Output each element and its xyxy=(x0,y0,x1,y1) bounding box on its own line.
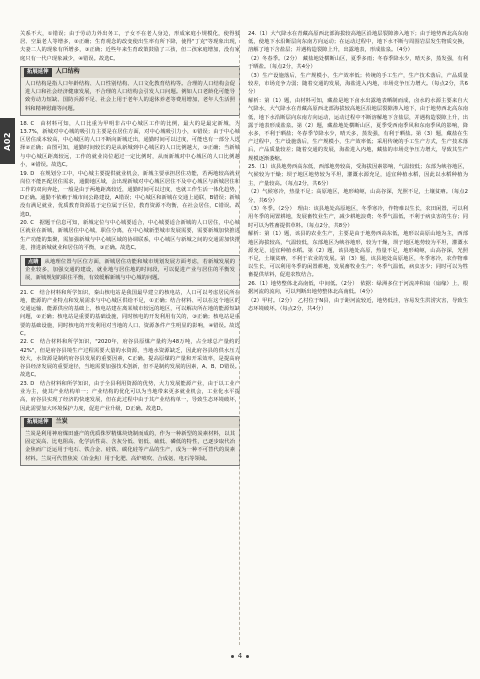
box-title: 人口结构 xyxy=(55,68,80,76)
tip-tag: 点睛 xyxy=(25,258,41,266)
page-footer xyxy=(0,652,480,660)
footer-dot-right xyxy=(246,655,249,658)
answer-26-part1: 26.（1）地势整体北高南低，中间低。（2分） 依据：绿洲多位于河流冲积扇（扇缘）上，根据河流的流向，可以判断出地势整体北高南低。（4分） xyxy=(248,281,468,296)
box-header xyxy=(21,67,239,78)
answer-25-part2: （2）气候寒冷，热量不足；高原地区，地形崎岖，山高谷深，光照不足，土壤贫瘠。（每点2分，共6分） xyxy=(248,189,468,204)
answer-25-analysis: 解析：第（1）题，该县的农业生产，主要是由于地势西高东低，地形以高原山地为主，西部地区海拔较高，气温较低，东部地区为峡谷地形，较为干燥，坝子地区地势较为平坦，灌溉水源充足，适宜种植水稻。第（2）题，该县地处高原，热量不足，地形崎岖，山高谷深，光照不足，土壤贫瘠，不利于农业的发展。第（3）题，该县地处高原地区，冬季寒冷，农作物难以生长，可以利用冬季的闲置耕地，发展畜牧业生产；冬季气温低，病虫害少；同时可以为牲畜提供草料，促进农牧结合。 xyxy=(248,231,468,279)
answer-26-part2: （2）甲村。（2分） 乙村位于N县，由于距河流较近，地势低洼，容易发生洪涝灾害，导致生态环境破坏。（每点2分，共4分） xyxy=(248,298,468,313)
answer-25-part1: 25.（1）该县地势西高东低，西部地势较高，受海拔因素影响，气温较低；东部为峡谷地区，气候较为干燥；坝子地区地势较为平坦，灌溉水源充足，适宜种植水稻，因此以水稻种植为主，产量较高。（每点2分，共6分） xyxy=(248,164,468,187)
answer-24-part1: 24.（1）大气降水在青藏高原西北部海拔较高地区沿地层裂隙渗入地下；由于地势西北高东南低，使地下水沿断层向东南方向运动；在运动过程中，地下水不断与周围岩层发生物质交换，溶解了地下含盐层；并遇构造裂隙上升，出露地表，形成盐泉。（4分） xyxy=(248,31,468,54)
box-header xyxy=(21,417,239,428)
section-side-tab: A02 xyxy=(0,118,15,164)
tip-body: 从地理位置与区位方面，新城居住功能和城市规划发展方面考虑，若新城发展的企业较多，加强交通的建设，就业地与居住地的时间段，可以促进产业与居住的平衡发展，新城规划的职住平衡，有效缓解新城与中心城的问题。 xyxy=(25,259,235,282)
answer-23: 23. D 结合材料和所学知识，由于全县利用资源的优势，大力发展能源产业，由于以工业产业为主，使其产业结构单一；产业结构的优化可以为当地带来更多就业机会，工业化水平提高，府谷县实现了经济的快速发展，但在此过程中由于其产业结构单一，导致生态环境破坏，因此需要加大环境保护力度，促进产业升级，D正确。故选D。 xyxy=(20,380,240,412)
footer-dot-left xyxy=(231,655,234,658)
box-tag: 拓展延伸 xyxy=(24,418,52,427)
answer-21: 21. C 结合材料和所学知识，秦山核电站是我国最早建立的核电站，人口可以考虑居民所在地，能源的产业特点和发展需求与中心城区供给不足，①正确；结合材料、可以在这个地区的交通运输、能源供应的基础上，核电站建在离某城市较远的地区，可以解决所在地的能源短缺问题，②正确；核电站是重要的基础设施，同时核电的开发利用有关的，③正确；核电站是重要的基础设施，同时核电的开发利用对当地的人口、资源条件产生明显的影响，④错误。故选C。 xyxy=(20,289,240,337)
answer-24-analysis: 解析：第（1）题，由材料可知，藏盐是地下卤水出露地表晒制而成，卤水的水源主要来自大气降水，大气降水在青藏高原西北部海拔较高地区沿地层裂隙渗入地下，由于地势西北高东南低，地下水沿断层向东南方向运动，运动过程中不断溶解地下含盐层，并遇构造裂隙上升，出露于地表形成盐泉。第（2）题，藏盐地处横断山区，夏季受西南季风和东南季风的影响，降水多，不利于晒盐；冬春季节降水少，晴天多，蒸发强，有利于晒盐。第（3）题，藏盐在生产过程中，生产设施落后，生产规模小，生产效率低；采用传统的手工生产方式，生产技术落后，产品质量较差；随着交通的发展，海盐进入内地，藏盐的市场竞争压力增大，导致其生产规模逐渐萎缩。 xyxy=(248,98,468,162)
answer-24-part3: （3）生产设施落后，生产规模小，生产效率低；传统的手工生产，生产技术落后，产品质量较差，市场竞争力弱；随着交通的发展，海盐进入内地，市场竞争压力增大。（每点2分，共6分） xyxy=(248,73,468,96)
box-body: 兰炭是利用神府煤田盛产的优质侏罗精煤块烧制而成的，作为一种新型的炭素材料，以其固定炭高、比电阻高、化学活性高、含灰分低、铝低、硫低、磷低的特性，已逐步取代冶金焦而广泛运用于电石、铁合金、硅铁、碳化硅等产品的生产，成为一种不可替代的炭素材料。兰炭可代替焦炭（冶金焦）用于化肥、高炉喷吹、合成氨、电石等领域。 xyxy=(25,430,235,462)
right-column xyxy=(248,30,468,645)
box-title: 兰炭 xyxy=(55,418,68,426)
box-tag: 拓展延伸 xyxy=(24,68,52,77)
answer-page xyxy=(20,30,468,645)
column-divider xyxy=(239,30,240,645)
answer-19: 19. D 在规划分工中，中心城主要提供就业机会，新城主要承担居住功能，若两地较高就业岗位不能匹配居住需求，通勤地区域，会出现新城对中心城区居住不及中心城区与新城居住和工作的双向奔赴，一般是由于两地距离较近，通勤时间可以过度，也就工作生活一体化趋势，D正确。通勤不依赖于城市间公路建设，A错误；中心城区和新城在交通上通联，B错误；新城没有满足就业，优质教育资源基于定位属于区位，教育资源不均衡，在社会居住，C错误。故选D。 xyxy=(20,170,240,218)
answer-17-continuation: 关系不大，①错误；由于劳动力外出务工，子女不在老人身边，形成家庭小规模化，使得独居、空巢老人等增多，②正确；生育观念的改变使出生率有所下降，使得"丁克"等现象出现，夫妻二人的现象有所增多，③正确；近些年来生育政策鼓励了三孩，但二孩家庭增加，没有家庭只有一代户现象减少，④错误。故选C。 xyxy=(20,31,240,62)
answer-25-part3: （3）冬季。（2分） 理由：该县地处高原地区，冬季寒冷，作物难以生长，农田闲置，可以利用冬季的闲置耕地，发展畜牧业生产，减少耕地浪费；冬季气温低，不利于病虫害的生存；同时可以为牲畜提供草料。（每点2分，共8分） xyxy=(248,206,468,229)
page-number: 4 xyxy=(237,652,243,660)
extension-box-population-structure xyxy=(20,66,240,116)
answer-24-part2: （2）冬春季。（2分） 藏盐地处横断山区，夏季多雨；冬春季降水少，晴天多，蒸发强，有利于晒盐。（每点2分，共4分） xyxy=(248,56,468,71)
extension-box-lantan xyxy=(20,416,240,466)
answer-20: 20. C 据题干信息可知，新城定位与中心城要适合，中心城要适合新城的人口居住，中心城区就业在新城，新城居住中心城，职住分离，在中心城新型城市发展需要，需要新城加快推进生产功能的集聚，需加强新城与中心城区域的协调联系，中心城区与新城之间的交通需加快推进，推进新城就业和居住的平衡，③正确。故选C。 xyxy=(20,220,240,251)
left-column xyxy=(20,30,240,645)
answer-18: 18. C 由材料可知，人口比重为甲明非占中心城区工作的比例，最大的是最定新城，为13.7%，新城对中心城的吸引力主要是在居住方面，对中心城吸引力小，①错误；由于中心城区居住成本较高，中心城区的人口不断向新城迁出，通勤时间可以过度，可能也有一部分人选择②正确；由图可知，通勤时间较长的是从新城到中心城区的人口比例越大，③正确；当新城与中心城区距离较远，工作的就业岗位超过一定比例时，从而新城对中心城区的人口比例越小，④错误。故选C。 xyxy=(20,120,240,168)
box-body: 人口结构是指人口年龄结构、人口性别结构、人口文化教育结构等。合理的人口结构会促进人口和社会经济健康发展，不合理的人口结构会引发人口问题。例如人口老龄化可能导致劳动力短缺、国防兵源不足、社会上用于老年人的退休养老等费用增加，老年人生活照料和精神慰藉等问题。 xyxy=(25,81,235,112)
answer-22: 22. C 结合材料和所学知识，"2020年，府谷县原煤产量约为48万吨，占全球总产量约的42%"，但是府谷县境生产过程需要大量的水资源，当地水资源缺乏，因此府谷县的供水压力较大，水资源是制约府谷县发展的重要因素，C正确。提高原煤的产量和开采效率，是提高府谷县经济发展的重要途径，当地需要加强技术创新，但不是制约发展的因素，A、B、D错误。故选C。 xyxy=(20,339,240,379)
tip-box xyxy=(20,255,240,286)
